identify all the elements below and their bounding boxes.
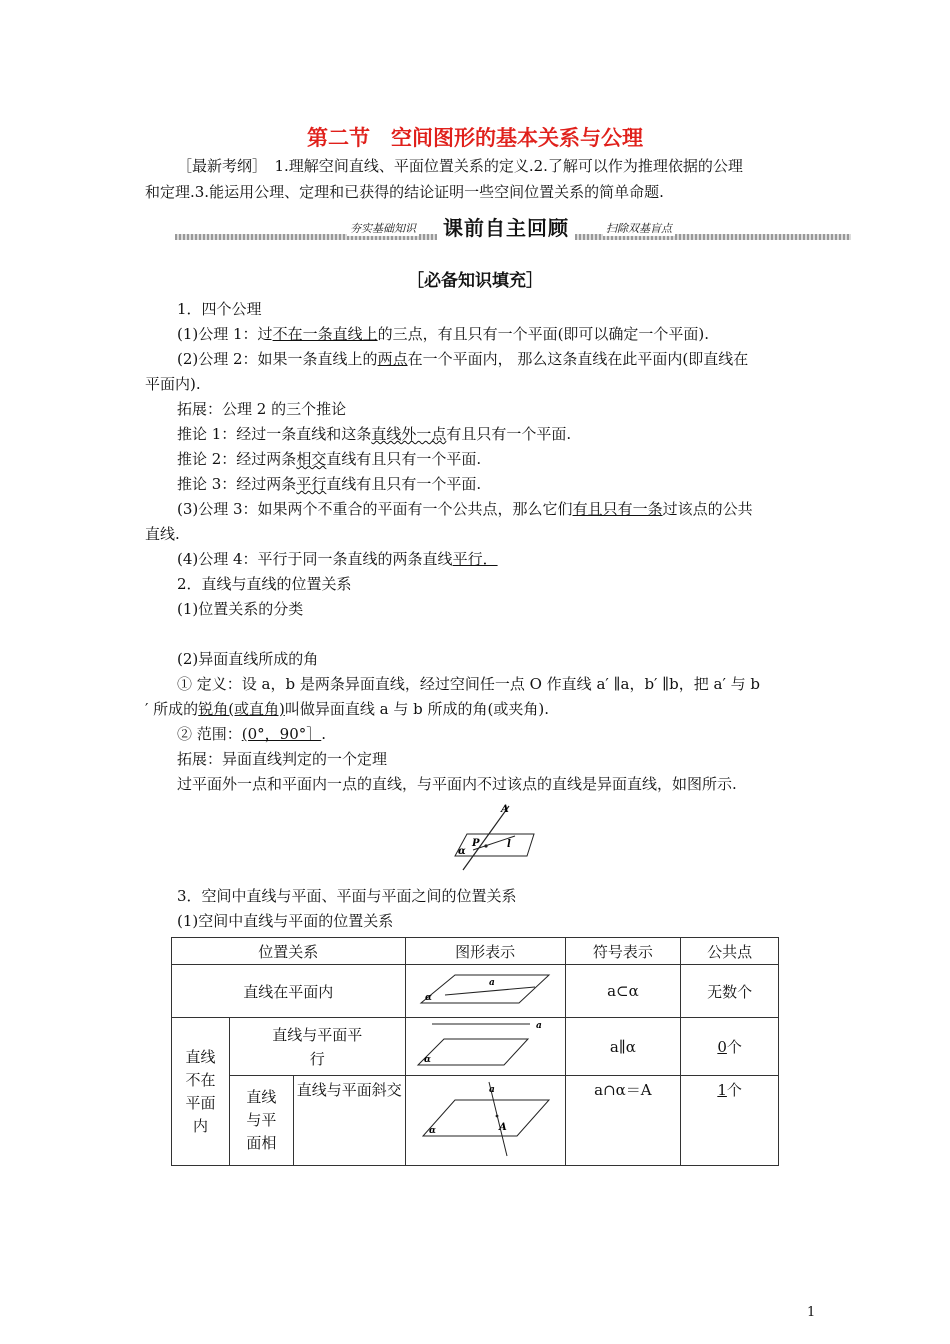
angle-definition-cont: ′ 所成的锐角(或直角)叫做异面直线 a 与 b 所成的角(或夹角). bbox=[145, 700, 549, 718]
th-symbol: 符号表示 bbox=[565, 938, 681, 965]
line-in-plane-figure bbox=[415, 969, 555, 1009]
row2-relation: 直线与平面平行 bbox=[229, 1018, 405, 1076]
label-p: P bbox=[472, 838, 480, 849]
banner-left-text: 夯实基础知识 bbox=[347, 220, 419, 236]
angle-range: ② 范围：(0°，90°］. bbox=[177, 725, 327, 743]
label-alpha: α bbox=[458, 846, 466, 857]
line-plane-table bbox=[171, 937, 779, 1166]
box-title: ［必备知识填充］ bbox=[407, 271, 543, 291]
row2-common: 0个 bbox=[681, 1018, 779, 1076]
axiom-1: (1)公理 1：过不在一条直线上的三点，有且只有一个平面(即可以确定一个平面). bbox=[177, 325, 710, 343]
not-in-plane-label: 直线不在平面内 bbox=[172, 1018, 230, 1166]
row1-common: 无数个 bbox=[681, 965, 779, 1018]
page-number: 1 bbox=[807, 1305, 816, 1320]
syllabus-line-2: 和定理.3.能运用公理、定理和已获得的结论证明一些空间位置关系的简单命题. bbox=[145, 183, 664, 201]
point-p bbox=[484, 844, 487, 847]
line-intersect-figure bbox=[415, 1078, 555, 1160]
table-row bbox=[172, 1018, 779, 1076]
ext-axiom2: 拓展：公理 2 的三个推论 bbox=[177, 400, 347, 418]
row3-relation: 直线与平面斜交 bbox=[293, 1076, 405, 1166]
axiom-2: (2)公理 2：如果一条直线上的两点在一个平面内， 那么这条直线在此平面内(即直线在 bbox=[177, 350, 749, 368]
banner-center-text: 课前自主回顾 bbox=[437, 212, 575, 241]
table-row bbox=[172, 1076, 779, 1166]
svg-text:α: α bbox=[425, 993, 433, 1003]
section-banner bbox=[175, 218, 851, 244]
table-row bbox=[172, 965, 779, 1018]
skew-lines-figure bbox=[445, 800, 535, 875]
s2-sub2: (2)异面直线所成的角 bbox=[177, 650, 319, 668]
s3-sub1: (1)空间中直线与平面的位置关系 bbox=[177, 912, 394, 930]
svg-text:a: a bbox=[489, 1084, 495, 1095]
corollary-3: 推论 3：经过两条平行直线有且只有一个平面. bbox=[177, 475, 482, 493]
angle-definition: ① 定义：设 a，b 是两条异面直线，经过空间任一点 O 作直线 a′ ∥a，b′ ∥b，把 a′ 与 b bbox=[177, 675, 761, 693]
row2-figure bbox=[405, 1018, 565, 1076]
s3-heading: 3．空间中直线与平面、平面与平面之间的位置关系 bbox=[177, 887, 517, 905]
intersect-label: 直线与平面相 bbox=[229, 1076, 293, 1166]
s2-sub1: (1)位置关系的分类 bbox=[177, 600, 304, 618]
line-parallel-figure bbox=[410, 1019, 560, 1071]
corollary-1: 推论 1：经过一条直线和这条直线外一点有且只有一个平面. bbox=[177, 425, 572, 443]
th-common: 公共点 bbox=[681, 938, 779, 965]
axiom-2-cont: 平面内). bbox=[145, 375, 201, 393]
row3-common: 1个 bbox=[681, 1076, 779, 1166]
label-l: l bbox=[507, 839, 511, 850]
ext-skew: 拓展：异面直线判定的一个定理 bbox=[177, 750, 388, 768]
row3-figure bbox=[405, 1076, 565, 1166]
label-a: A bbox=[501, 804, 509, 815]
s1-heading: 1．四个公理 bbox=[177, 300, 262, 318]
banner-right-text: 扫除双基盲点 bbox=[603, 220, 675, 236]
syllabus-line-1: ［最新考纲］ 1.理解空间直线、平面位置关系的定义.2.了解可以作为推理依据的公理 bbox=[177, 157, 743, 175]
row1-figure bbox=[405, 965, 565, 1018]
th-figure: 图形表示 bbox=[405, 938, 565, 965]
svg-text:a: a bbox=[536, 1020, 542, 1031]
svg-text:α: α bbox=[424, 1054, 432, 1065]
skew-theorem: 过平面外一点和平面内一点的直线，与平面内不过该点的直线是异面直线，如图所示. bbox=[177, 775, 737, 793]
plane-parallelogram bbox=[455, 834, 534, 856]
line-ap bbox=[463, 806, 509, 870]
row2-symbol: a∥α bbox=[565, 1018, 681, 1076]
svg-text:α: α bbox=[429, 1125, 437, 1136]
axiom-3-cont: 直线. bbox=[145, 525, 180, 543]
th-relation: 位置关系 bbox=[172, 938, 406, 965]
table-header-row bbox=[172, 938, 779, 965]
axiom-3: (3)公理 3：如果两个不重合的平面有一个公共点，那么它们有且只有一条过该点的公共 bbox=[177, 500, 753, 518]
s2-heading: 2．直线与直线的位置关系 bbox=[177, 575, 352, 593]
row1-relation: 直线在平面内 bbox=[172, 965, 406, 1018]
row3-symbol: a∩α＝A bbox=[565, 1076, 681, 1166]
svg-text:a: a bbox=[489, 978, 495, 988]
axiom-4: (4)公理 4：平行于同一条直线的两条直线平行． bbox=[177, 550, 498, 568]
corollary-2: 推论 2：经过两条相交直线有且只有一个平面. bbox=[177, 450, 482, 468]
page-title: 第二节 空间图形的基本关系与公理 bbox=[307, 126, 643, 150]
svg-text:A: A bbox=[499, 1121, 507, 1133]
row1-symbol: a⊂α bbox=[565, 965, 681, 1018]
